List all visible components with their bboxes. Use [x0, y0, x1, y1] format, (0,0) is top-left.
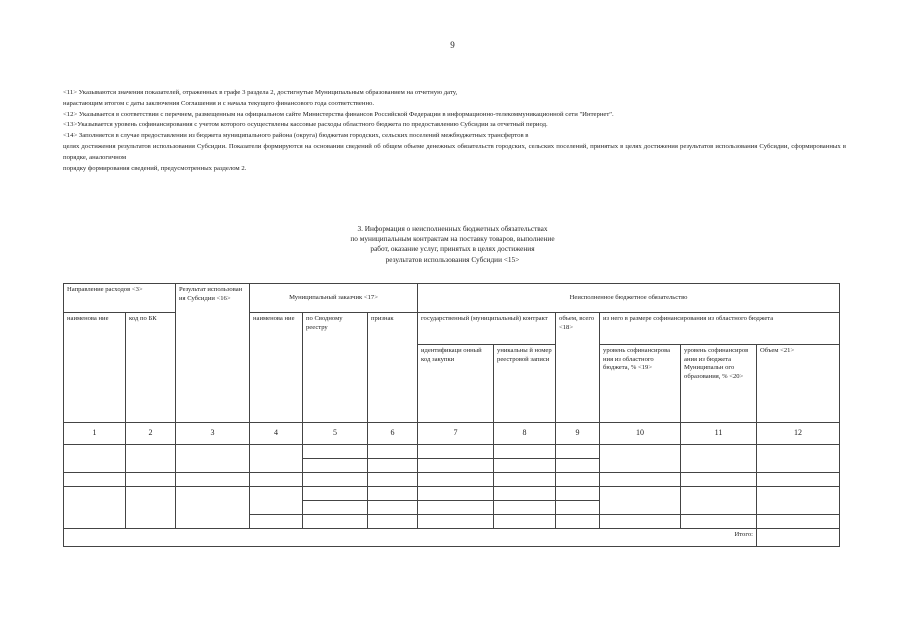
table-cell — [494, 501, 556, 515]
header-customer-name: наименова ние — [250, 313, 303, 423]
total-label: Итого: — [64, 529, 757, 547]
header-result: Результат использован ия Субсидии <16> — [176, 284, 250, 423]
table-cell — [556, 487, 600, 501]
table-cell — [681, 473, 757, 487]
table-cell — [600, 445, 681, 473]
table-cell — [600, 515, 681, 529]
table-cell — [368, 487, 418, 501]
table-cell — [681, 515, 757, 529]
column-number: 10 — [600, 423, 681, 445]
footnote-12: <12> Указывается в соответствии с перечнем, размещенным на официальном сайте Министерства финансов Российской Федерации в информационно-телекоммуникационной сети "Интернет". — [63, 110, 614, 118]
section-title-line: 3. Информация о неисполненных бюджетных обязательствах — [357, 224, 548, 233]
header-code: код по БК — [126, 313, 176, 423]
table-cell — [176, 473, 250, 487]
table-cell — [368, 501, 418, 515]
table-cell — [64, 487, 126, 529]
header-contract: государственный (муниципальный) контракт — [418, 313, 556, 345]
column-number: 7 — [418, 423, 494, 445]
footnote-14: <14> Заполняется в случае предоставлении из бюджета муниципального района (округа) бюджетам городских, сельских поселений межбюджетных трансфертов в — [63, 132, 529, 140]
section-title-line: работ, оказание услуг, принятых в целях достижения — [370, 244, 535, 254]
table-cell — [176, 445, 250, 473]
header-level-municipal: уровень софинансиров ания из бюджета Муниципальн ого образования, % <20> — [681, 345, 757, 423]
table-cell — [250, 515, 303, 529]
table-cell — [368, 473, 418, 487]
table-cell — [600, 473, 681, 487]
table-cell — [494, 515, 556, 529]
table-cell — [64, 445, 126, 473]
table-cell — [126, 445, 176, 473]
footnote-11: <11> Указываются значения показателей, отраженных в графе 3 раздела 2, достигнутые Муниципальным образованием на отчетную дату, — [63, 89, 458, 96]
table-cell — [757, 473, 840, 487]
footnotes — [63, 88, 846, 174]
table-cell — [368, 515, 418, 529]
total-value — [757, 529, 840, 547]
table-cell — [126, 487, 176, 529]
table-cell — [556, 459, 600, 473]
column-number: 1 — [64, 423, 126, 445]
column-number: 3 — [176, 423, 250, 445]
table-cell — [556, 501, 600, 515]
column-number: 8 — [494, 423, 556, 445]
header-cofinancing: из него в размере софинансирования из областного бюджета — [600, 313, 840, 345]
table-cell — [418, 445, 494, 459]
table-cell — [368, 459, 418, 473]
header-registry: по Сводному реестру — [303, 313, 368, 423]
table-cell — [681, 487, 757, 515]
table-cell — [303, 487, 368, 501]
section-title-line: результатов использования Субсидии <15> — [385, 254, 520, 264]
table-cell — [418, 515, 494, 529]
table-cell — [681, 445, 757, 473]
table-cell — [418, 501, 494, 515]
column-number: 12 — [757, 423, 840, 445]
table-cell — [494, 487, 556, 501]
section-title — [260, 224, 645, 265]
header-total-volume: объем, всего <18> — [556, 313, 600, 423]
table-cell — [418, 487, 494, 501]
table-cell — [556, 515, 600, 529]
table-cell — [303, 501, 368, 515]
table-cell — [418, 459, 494, 473]
table-cell — [303, 445, 368, 459]
section-title-line: по муниципальным контрактам на поставку товаров, выполнение — [350, 234, 555, 244]
table-cell — [250, 445, 303, 473]
header-sign: признак — [368, 313, 418, 423]
table-cell — [757, 445, 840, 473]
table-cell — [494, 459, 556, 473]
footnote-13: <13>Указывается уровень софинансирования с учетом которого осуществлены кассовые расходы областного бюджета по предоставлению Субсидии за отчетный период. — [63, 121, 548, 129]
column-number: 2 — [126, 423, 176, 445]
table-cell — [418, 473, 494, 487]
header-volume: Объем <21> — [757, 345, 840, 423]
footnote-14-end: порядку формирования сведений, предусмотренных разделом 2. — [63, 164, 247, 172]
table-cell — [494, 473, 556, 487]
table-cell — [494, 445, 556, 459]
header-unique-number: уникальны й номер реестровой записи — [494, 345, 556, 423]
table-cell — [303, 515, 368, 529]
column-number: 11 — [681, 423, 757, 445]
table-cell — [368, 445, 418, 459]
header-level-regional: уровень софинансирова ния из областного бюджета, % <19> — [600, 345, 681, 423]
header-unfulfilled: Неисполненное бюджетное обязательство — [418, 284, 840, 313]
column-number: 5 — [303, 423, 368, 445]
footnote-11-cont: нарастающим итогом с даты заключения Соглашения и с начала текущего финансового года соответственно. — [63, 99, 375, 107]
table-cell — [303, 459, 368, 473]
table-cell — [64, 473, 126, 487]
column-number: 9 — [556, 423, 600, 445]
table-cell — [176, 487, 250, 529]
header-direction: Направление расходов <3> — [64, 284, 176, 313]
table-cell — [126, 473, 176, 487]
column-number: 4 — [250, 423, 303, 445]
table-cell — [757, 487, 840, 515]
column-number: 6 — [368, 423, 418, 445]
header-name: наименова ние — [64, 313, 126, 423]
page-number: 9 — [450, 40, 455, 50]
footnote-14-cont: целях достижения результатов использования Субсидии. Показатели формируются на основании сведений об общем объеме денежных обязательств городских, сельских поселений, принятых в целях достижения результатов использования Субсидии, сформированных в порядке, аналогичном — [63, 142, 846, 161]
table-cell — [757, 515, 840, 529]
table-cell — [250, 487, 303, 515]
table-cell — [303, 473, 368, 487]
table-cell — [556, 445, 600, 459]
table-cell — [600, 487, 681, 515]
header-identifier: идентификаци онный код закупки — [418, 345, 494, 423]
header-customer: Муниципальный заказчик <17> — [250, 284, 418, 313]
unfulfilled-obligations-table — [63, 283, 839, 547]
table-cell — [250, 473, 303, 487]
table-cell — [556, 473, 600, 487]
